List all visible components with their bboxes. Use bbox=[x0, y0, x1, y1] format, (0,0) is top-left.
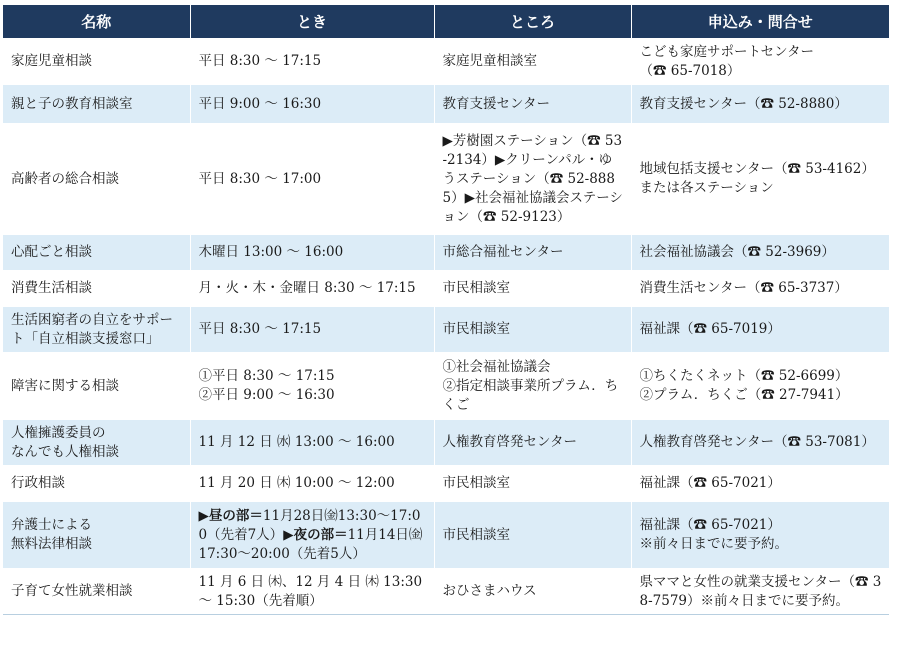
cell-name-line: 障害に関する相談 bbox=[11, 377, 119, 394]
cell-name-line: 行政相談 bbox=[11, 475, 65, 491]
table-row bbox=[3, 39, 889, 85]
cell-name-line: 弁護士による bbox=[11, 517, 92, 533]
cell-contact bbox=[631, 353, 889, 420]
cell-name-line: 高齢者の総合相談 bbox=[11, 170, 119, 187]
cell-name-line: 生活困窮者の自立をサポート「自立相談支援窓口」 bbox=[11, 311, 173, 347]
cell-place bbox=[434, 420, 631, 466]
cell-name-line: 消費生活相談 bbox=[11, 280, 92, 296]
cell-place-line: 市総合福祉センター bbox=[442, 244, 564, 260]
cell-contact-line: または各ステーション bbox=[639, 180, 774, 196]
table-row bbox=[3, 124, 889, 235]
cell-name bbox=[3, 124, 190, 235]
cell-time-line: 平日 8:30 ～ 17:15 bbox=[198, 53, 322, 69]
cell-place bbox=[434, 124, 631, 235]
cell-contact bbox=[631, 420, 889, 466]
cell-place-line: 教育支援センター bbox=[442, 95, 550, 112]
cell-time bbox=[190, 39, 434, 85]
cell-time bbox=[190, 235, 434, 271]
header-time: とき bbox=[190, 5, 434, 39]
cell-name bbox=[3, 235, 190, 271]
cell-contact bbox=[631, 307, 889, 353]
cell-place-line: 市民相談室 bbox=[442, 321, 510, 337]
cell-name-line: 無料法律相談 bbox=[11, 536, 92, 552]
table-header-row bbox=[3, 5, 889, 39]
session-label: ▶昼の部＝ bbox=[198, 507, 263, 524]
header-contact: 申込み・問合せ bbox=[631, 5, 889, 39]
cell-name bbox=[3, 353, 190, 420]
cell-time-line: 月・火・木・金曜日 8:30 ～ 17:15 bbox=[198, 280, 416, 296]
cell-time-line: 11 月 6 日 ㈭、12 月 4 日 ㈭ 13:30 ～ 15:30（先着順） bbox=[198, 573, 423, 609]
table-row bbox=[3, 466, 889, 502]
table-row bbox=[3, 353, 889, 420]
cell-name-line: なんでも人権相談 bbox=[11, 443, 119, 460]
table-row bbox=[3, 85, 889, 124]
cell-place-line: ▶芳樹園ステーション（☎ 53-2134）▶クリーンパル・ゆうステーション（☎ 52-8885）▶社会福祉協議会ステーション（☎ 52-9123） bbox=[442, 132, 623, 225]
cell-time-line: 11 月 12 日 ㈬ 13:00 ～ 16:00 bbox=[198, 434, 395, 450]
table-row bbox=[3, 569, 889, 615]
cell-contact-line: 県ママと女性の就業支援センター（☎ 38-7579）※前々日までに要予約。 bbox=[639, 573, 882, 609]
cell-name bbox=[3, 271, 190, 307]
cell-contact-line: （☎ 65-7018） bbox=[639, 62, 741, 79]
table-row bbox=[3, 307, 889, 353]
cell-time bbox=[190, 307, 434, 353]
cell-contact bbox=[631, 502, 889, 569]
cell-place-line: おひさまハウス bbox=[442, 583, 537, 599]
cell-place-line: 市民相談室 bbox=[442, 280, 510, 296]
session-label: ▶夜の部＝ bbox=[283, 526, 348, 543]
cell-time bbox=[190, 466, 434, 502]
cell-name-line: 家庭児童相談 bbox=[11, 53, 92, 69]
cell-time-line: ①平日 8:30 ～ 17:15 bbox=[198, 368, 335, 384]
cell-place bbox=[434, 569, 631, 615]
cell-time bbox=[190, 124, 434, 235]
cell-time bbox=[190, 85, 434, 124]
cell-contact-line: 社会福祉協議会（☎ 52-3969） bbox=[639, 244, 835, 260]
cell-time-line: 平日 8:30 ～ 17:15 bbox=[198, 321, 322, 337]
cell-time bbox=[190, 502, 434, 569]
cell-name-line: 心配ごと相談 bbox=[11, 244, 92, 260]
cell-name bbox=[3, 502, 190, 569]
table-row bbox=[3, 235, 889, 271]
session-time: 11月28日㈮13:30～17:00（先着7人） bbox=[198, 507, 421, 543]
cell-name-line: 親と子の教育相談室 bbox=[11, 95, 133, 112]
cell-contact-line: ①ちくたくネット（☎ 52-6699） bbox=[639, 368, 849, 384]
cell-place bbox=[434, 307, 631, 353]
cell-place bbox=[434, 271, 631, 307]
cell-contact-line: こども家庭サポートセンター bbox=[639, 43, 815, 60]
cell-contact-line: 福祉課（☎ 65-7019） bbox=[639, 321, 781, 337]
cell-contact bbox=[631, 466, 889, 502]
cell-name bbox=[3, 569, 190, 615]
cell-place-line: ①社会福祉協議会 bbox=[442, 358, 551, 375]
cell-contact bbox=[631, 569, 889, 615]
cell-name-line: 人権擁護委員の bbox=[11, 424, 106, 441]
cell-place-line: ②指定相談事業所プラム．ちくご bbox=[442, 377, 619, 413]
session-time: 11月14日㈮17:30～20:00（先着5人） bbox=[198, 526, 423, 562]
cell-contact-line: 消費生活センター（☎ 65-3737） bbox=[639, 280, 848, 296]
cell-name bbox=[3, 85, 190, 124]
cell-time-line: 平日 9:00 ～ 16:30 bbox=[198, 95, 322, 112]
cell-contact bbox=[631, 124, 889, 235]
cell-contact bbox=[631, 39, 889, 85]
cell-contact-line: 教育支援センター（☎ 52-8880） bbox=[639, 95, 848, 112]
cell-name bbox=[3, 420, 190, 466]
cell-time-line: 11 月 20 日 ㈭ 10:00 ～ 12:00 bbox=[198, 475, 395, 491]
cell-name bbox=[3, 307, 190, 353]
cell-place-line: 人権教育啓発センター bbox=[442, 434, 577, 450]
cell-place bbox=[434, 85, 631, 124]
cell-time-line: 木曜日 13:00 ～ 16:00 bbox=[198, 244, 344, 260]
table-body bbox=[3, 39, 889, 615]
cell-place-line: 家庭児童相談室 bbox=[442, 53, 537, 69]
cell-place bbox=[434, 353, 631, 420]
cell-place bbox=[434, 235, 631, 271]
cell-name-line: 子育て女性就業相談 bbox=[11, 583, 133, 599]
cell-name bbox=[3, 39, 190, 85]
cell-contact-line: 福祉課（☎ 65-7021） bbox=[639, 517, 781, 533]
table-row bbox=[3, 420, 889, 466]
cell-place bbox=[434, 502, 631, 569]
cell-place bbox=[434, 39, 631, 85]
cell-contact-line: ②プラム．ちくご（☎ 27-7941） bbox=[639, 387, 849, 403]
cell-contact-line: 地域包括支援センター（☎ 53-4162） bbox=[639, 161, 875, 177]
header-place: ところ bbox=[434, 5, 631, 39]
cell-place-line: 市民相談室 bbox=[442, 475, 510, 491]
cell-time bbox=[190, 420, 434, 466]
cell-time bbox=[190, 353, 434, 420]
cell-contact-line: ※前々日までに要予約。 bbox=[639, 536, 788, 552]
header-name: 名称 bbox=[3, 5, 190, 39]
cell-time bbox=[190, 569, 434, 615]
cell-contact-line: 福祉課（☎ 65-7021） bbox=[639, 475, 781, 491]
cell-contact-line: 人権教育啓発センター（☎ 53-7081） bbox=[639, 434, 875, 450]
table-row bbox=[3, 271, 889, 307]
cell-place-line: 市民相談室 bbox=[442, 526, 510, 543]
cell-contact bbox=[631, 271, 889, 307]
cell-time-line: ②平日 9:00 ～ 16:30 bbox=[198, 387, 335, 403]
cell-time-line: 平日 8:30 ～ 17:00 bbox=[198, 170, 322, 187]
cell-name bbox=[3, 466, 190, 502]
cell-contact bbox=[631, 85, 889, 124]
cell-contact bbox=[631, 235, 889, 271]
cell-time bbox=[190, 271, 434, 307]
table-row bbox=[3, 502, 889, 569]
consultation-schedule-table bbox=[3, 5, 889, 615]
cell-place bbox=[434, 466, 631, 502]
